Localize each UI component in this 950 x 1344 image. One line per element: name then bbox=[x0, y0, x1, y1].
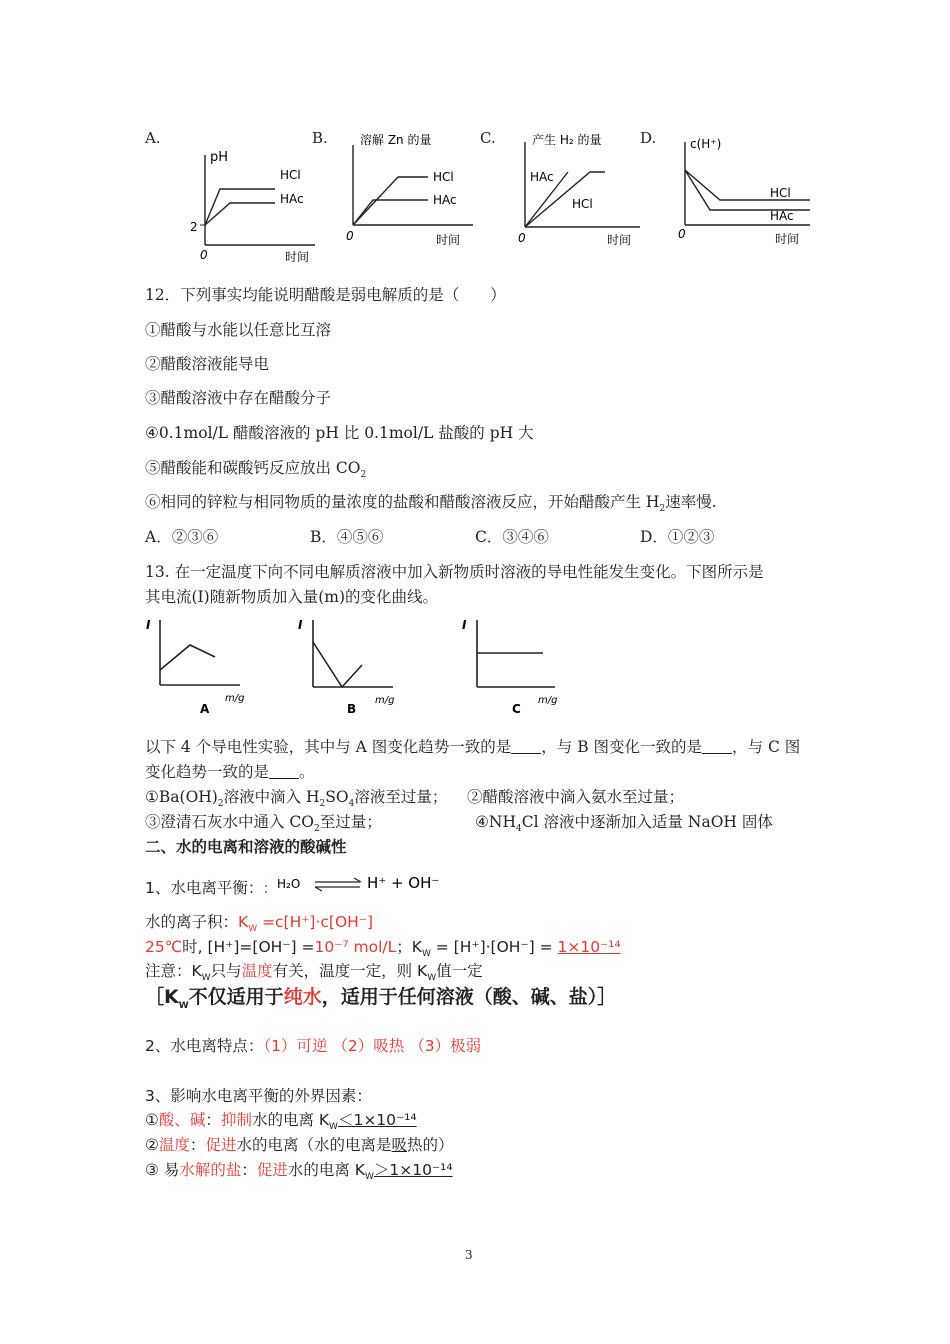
svg-text:I: I bbox=[462, 618, 467, 632]
page-number: 3 bbox=[465, 1248, 473, 1262]
svg-text:时间: 时间 bbox=[285, 250, 310, 264]
section-title: 二、水的电离和溶液的酸碱性 bbox=[145, 838, 347, 856]
svg-text:m/g: m/g bbox=[225, 693, 245, 704]
answer-blank[interactable] bbox=[702, 739, 732, 754]
series-label: HAc bbox=[770, 209, 794, 223]
series-label: HCl bbox=[770, 186, 791, 200]
factor-1: ①酸、碱：抑制水的电离 $K_W<1\times 10^{-14}$ bbox=[145, 1111, 417, 1133]
q12-item: ⑥相同的锌粒与相同物质的量浓度的盐酸和醋酸溶液反应，开始醋酸产生 $H_2$速率慢. bbox=[145, 493, 717, 515]
choice-a[interactable]: A．②③⑥ bbox=[145, 528, 219, 546]
svg-text:m/g: m/g bbox=[538, 695, 558, 706]
kw-25c: 25℃时, [H⁺]=[OH⁻] =10⁻⁷ mol/L；$K_W = [H^+]\cdot[OH^-] = 1\times 10^{-14}$ bbox=[145, 938, 621, 960]
option-letter-b: B. bbox=[312, 129, 328, 147]
option-letter-a: A. bbox=[145, 129, 161, 147]
factor-2: ②温度：促进水的电离（水的电离是吸热的） bbox=[145, 1136, 454, 1154]
graph-label: A bbox=[200, 702, 210, 716]
svg-text:0: 0 bbox=[518, 231, 526, 245]
graph-label: C bbox=[512, 702, 521, 716]
kw-note: 注意：$K_W$只与温度有关，温度一定，则 $K_W$值一定 bbox=[145, 962, 483, 984]
choice-d[interactable]: D．①②③ bbox=[640, 528, 715, 546]
kw-definition: 水的离子积：$K_W =c[H^+]\cdot c[OH^-]$ bbox=[145, 913, 374, 935]
water-characteristics: 2、水电离特点：（1）可逆 （2）吸热 （3）极弱 bbox=[145, 1037, 482, 1055]
graph-c bbox=[510, 130, 650, 250]
q13-question: 以下 4 个导电性实验，其中与 A 图变化趋势一致的是 ，与 B 图变化一致的是 ，与 C 图 bbox=[145, 738, 801, 756]
graph-label: B bbox=[347, 702, 357, 716]
choice-b[interactable]: B．④⑤⑥ bbox=[310, 528, 384, 546]
q13-stem: 其电流(I)随新物质加入量(m)的变化曲线。 bbox=[145, 588, 439, 606]
series-label: HAc bbox=[530, 170, 554, 184]
q12-item: ②醋酸溶液能导电 bbox=[145, 355, 270, 373]
svg-text:时间: 时间 bbox=[775, 232, 800, 246]
svg-text:I: I bbox=[146, 618, 151, 632]
svg-text:H₂O: H₂O bbox=[277, 877, 301, 891]
svg-text:I: I bbox=[298, 618, 303, 632]
graph-b bbox=[338, 130, 478, 250]
factors-title: 3、影响水电离平衡的外界因素： bbox=[145, 1087, 372, 1105]
kw-applicability: $[K_W$不仅适用于纯水，适用于任何溶液（酸、碱、盐）］ bbox=[145, 986, 617, 1011]
svg-text:m/g: m/g bbox=[375, 695, 395, 706]
graph-d-ylabel: c(H⁺) bbox=[690, 137, 722, 151]
series-label: HAc bbox=[280, 192, 304, 206]
svg-text:H⁺ + OH⁻: H⁺ + OH⁻ bbox=[367, 874, 440, 892]
series-label: HCl bbox=[280, 168, 301, 182]
graph-d bbox=[670, 130, 820, 250]
q12-item: ①醋酸与水能以任意比互溶 bbox=[145, 321, 332, 339]
q13-option-4: $④NH_4Cl$ 溶液中逐渐加入适量 NaOH 固体 bbox=[475, 813, 773, 835]
q13-option-3: ③澄清石灰水中通入 $CO_2$至过量； bbox=[145, 813, 382, 835]
svg-text:0: 0 bbox=[346, 229, 354, 243]
q13-stem: 13. 在一定温度下向不同电解质溶液中加入新物质时溶液的导电性能发生变化。下图所示是 bbox=[145, 563, 764, 581]
q12-stem: 12．下列事实均能说明醋酸是弱电解质的是（ ） bbox=[145, 286, 506, 304]
series-label: HCl bbox=[433, 170, 454, 184]
svg-text:0: 0 bbox=[678, 227, 686, 241]
q13-question: 变化趋势一致的是 。 bbox=[145, 763, 315, 781]
q11-graphs bbox=[140, 125, 820, 265]
choice-c[interactable]: C．③④⑥ bbox=[475, 528, 549, 546]
q12-item: ③醋酸溶液中存在醋酸分子 bbox=[145, 389, 332, 407]
series-label: HAc bbox=[433, 193, 457, 207]
q13-option-1: $①Ba(OH)_2$溶液中滴入 $H_2SO_4$溶液至过量； bbox=[145, 788, 448, 810]
q12-item: ④0.1mol/L 醋酸溶液的 pH 比 0.1mol/L 盐酸的 pH 大 bbox=[145, 424, 534, 442]
q13-graphs bbox=[140, 615, 570, 720]
svg-text:2: 2 bbox=[190, 220, 198, 234]
svg-text:时间: 时间 bbox=[607, 233, 632, 247]
equilibrium-arrows bbox=[275, 870, 455, 900]
series-label: HCl bbox=[572, 197, 593, 211]
graph-a bbox=[180, 145, 320, 265]
graph-a-ylabel: pH bbox=[210, 150, 229, 165]
option-letter-d: D. bbox=[640, 129, 657, 147]
option-letter-c: C. bbox=[480, 129, 496, 147]
factor-3: ③ 易水解的盐：促进水的电离 $K_W>1\times 10^{-14}$ bbox=[145, 1161, 453, 1183]
graph-b-ylabel: 溶解 Zn 的量 bbox=[360, 133, 432, 147]
svg-text:时间: 时间 bbox=[436, 233, 461, 247]
answer-blank[interactable] bbox=[269, 764, 299, 779]
q13-option-2: ②醋酸溶液中滴入氨水至过量； bbox=[467, 788, 685, 806]
answer-blank[interactable] bbox=[511, 739, 541, 754]
water-equilibrium: 1、水电离平衡：: bbox=[145, 879, 269, 897]
graph-c-ylabel: 产生 H₂ 的量 bbox=[532, 133, 602, 147]
svg-text:0: 0 bbox=[200, 248, 208, 262]
q12-item: ⑤醋酸能和碳酸钙反应放出 $CO_2$ bbox=[145, 459, 367, 481]
